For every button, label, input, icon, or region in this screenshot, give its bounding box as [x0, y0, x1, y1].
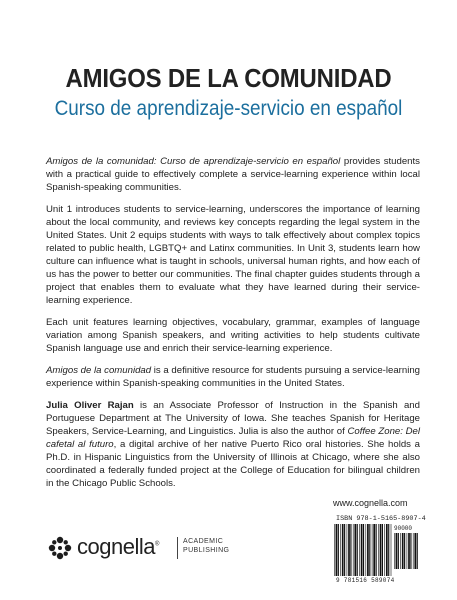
cognella-logo-icon: [46, 534, 74, 562]
logo-subtitle: [183, 537, 229, 555]
barcode-bar: [384, 524, 385, 576]
barcode-bar: [347, 524, 348, 576]
resource-text: is a definitive resource for students pursuing a service-learning experience within Spanish-speaking communities in the United States.: [46, 364, 420, 389]
barcode-bar: [396, 533, 398, 569]
barcode-bar: [342, 524, 344, 576]
barcode-bar: [336, 524, 338, 576]
barcode-bar: [372, 524, 373, 576]
barcode-bar: [408, 533, 410, 569]
barcode-bar: [334, 524, 335, 576]
publisher-logo: [46, 533, 246, 563]
price-code: 90000: [394, 525, 413, 532]
resource-paragraph: [46, 364, 420, 390]
book-title: AMIGOS DE LA COMUNIDAD: [65, 63, 392, 93]
barcode-bar: [414, 533, 416, 569]
barcode-bar: [369, 524, 370, 576]
logo-sub-line1: ACADEMIC: [183, 538, 224, 545]
barcode-bar: [410, 533, 411, 569]
intro-title-italic: Amigos de la comunidad: Curso de aprendizaje-servicio en español: [46, 156, 341, 167]
barcode-bar: [400, 533, 401, 569]
intro-text: provides students with a practical guide to effectively complete a service-learning experience within local Spanish-speaking communities.: [46, 156, 420, 194]
barcode-bar: [386, 524, 388, 576]
bio-text-1: is an Associate Professor of Instruction in the Spanish and Portuguese Department at The University of Iowa. She teaches Spanish for Heritage Speakers, Service-Learning, and Linguistics. Julia is also the author of: [46, 399, 420, 437]
barcode-bar: [373, 524, 375, 576]
barcode-bar: [378, 524, 379, 576]
author-bio-paragraph: [46, 399, 420, 491]
barcode-bar: [407, 533, 408, 569]
features-paragraph: Each unit features learning objectives, vocabulary, grammar, examples of language variation among Spanish speakers, and writing activities to help students cultivate Spanish language use and enrich their service-learning experience.: [46, 317, 420, 355]
barcode-bar: [361, 524, 363, 576]
isbn-barcode: [334, 524, 392, 576]
barcode-bar: [367, 524, 369, 576]
book-subtitle: Curso de aprendizaje-servicio en español: [54, 97, 403, 120]
barcode-bar: [376, 524, 377, 576]
barcode-bar: [391, 524, 392, 576]
price-barcode: [394, 533, 422, 569]
resource-title-italic: Amigos de la comunidad: [46, 364, 152, 376]
barcode-bar: [398, 533, 399, 569]
description-block: [46, 155, 420, 499]
publisher-website: www.cognella.com: [333, 498, 408, 508]
barcode-bar: [340, 524, 341, 576]
barcode-bar: [394, 533, 395, 569]
isbn-number: ISBN 978-1-5165-8907-4: [336, 515, 426, 523]
barcode-digits: 9 781516 589074: [336, 577, 395, 584]
barcode-bar: [413, 533, 414, 569]
barcode-block: [334, 515, 424, 587]
barcode-bar: [380, 524, 382, 576]
logo-divider: [177, 537, 178, 559]
units-paragraph: Unit 1 introduces students to service-learning, underscores the importance of learning about the local community, and reviews key concepts regarding the legal system in the United States. Unit 2 equips students with ways to talk effectively about complex topics related to public health, LGBTQ+ and Latinx communities. In Unit 3, students learn how culture can influence what is taught in schools, universal human rights, and how each of us has the power to better our communities. The final chapter guides students through a project that enables them to evaluate what they have learned during their service-learning experience.: [46, 203, 420, 307]
barcode-bar: [417, 533, 418, 569]
barcode-bar: [404, 533, 405, 569]
barcode-bar: [350, 524, 351, 576]
bio-book-title: Coffee Zone: Del cafetal al futuro: [46, 425, 420, 450]
barcode-bar: [366, 524, 367, 576]
barcode-bar: [402, 533, 404, 569]
barcode-bar: [359, 524, 360, 576]
author-name: Julia Oliver Rajan: [46, 399, 134, 411]
barcode-bar: [344, 524, 345, 576]
intro-paragraph: [46, 155, 420, 194]
barcode-bar: [348, 524, 350, 576]
barcode-bar: [363, 524, 364, 576]
barcode-bar: [388, 524, 389, 576]
barcode-bar: [353, 524, 354, 576]
barcode-bar: [357, 524, 358, 576]
barcode-bar: [382, 524, 383, 576]
bio-text-2: , a digital archive of her native Puerto Rico oral histories. She holds a Ph.D. in Hispanic Linguistics from the University of Illinois at Chicago, where she also coordinated a federally funded project at the College of Education for bilingual children in the Chicago Public Schools.: [46, 438, 420, 490]
logo-sub-line2: PUBLISHING: [183, 547, 230, 554]
logo-wordmark: cognella®: [77, 534, 159, 559]
barcode-bar: [354, 524, 356, 576]
registered-mark: ®: [154, 541, 159, 548]
barcode-bar: [338, 524, 339, 576]
